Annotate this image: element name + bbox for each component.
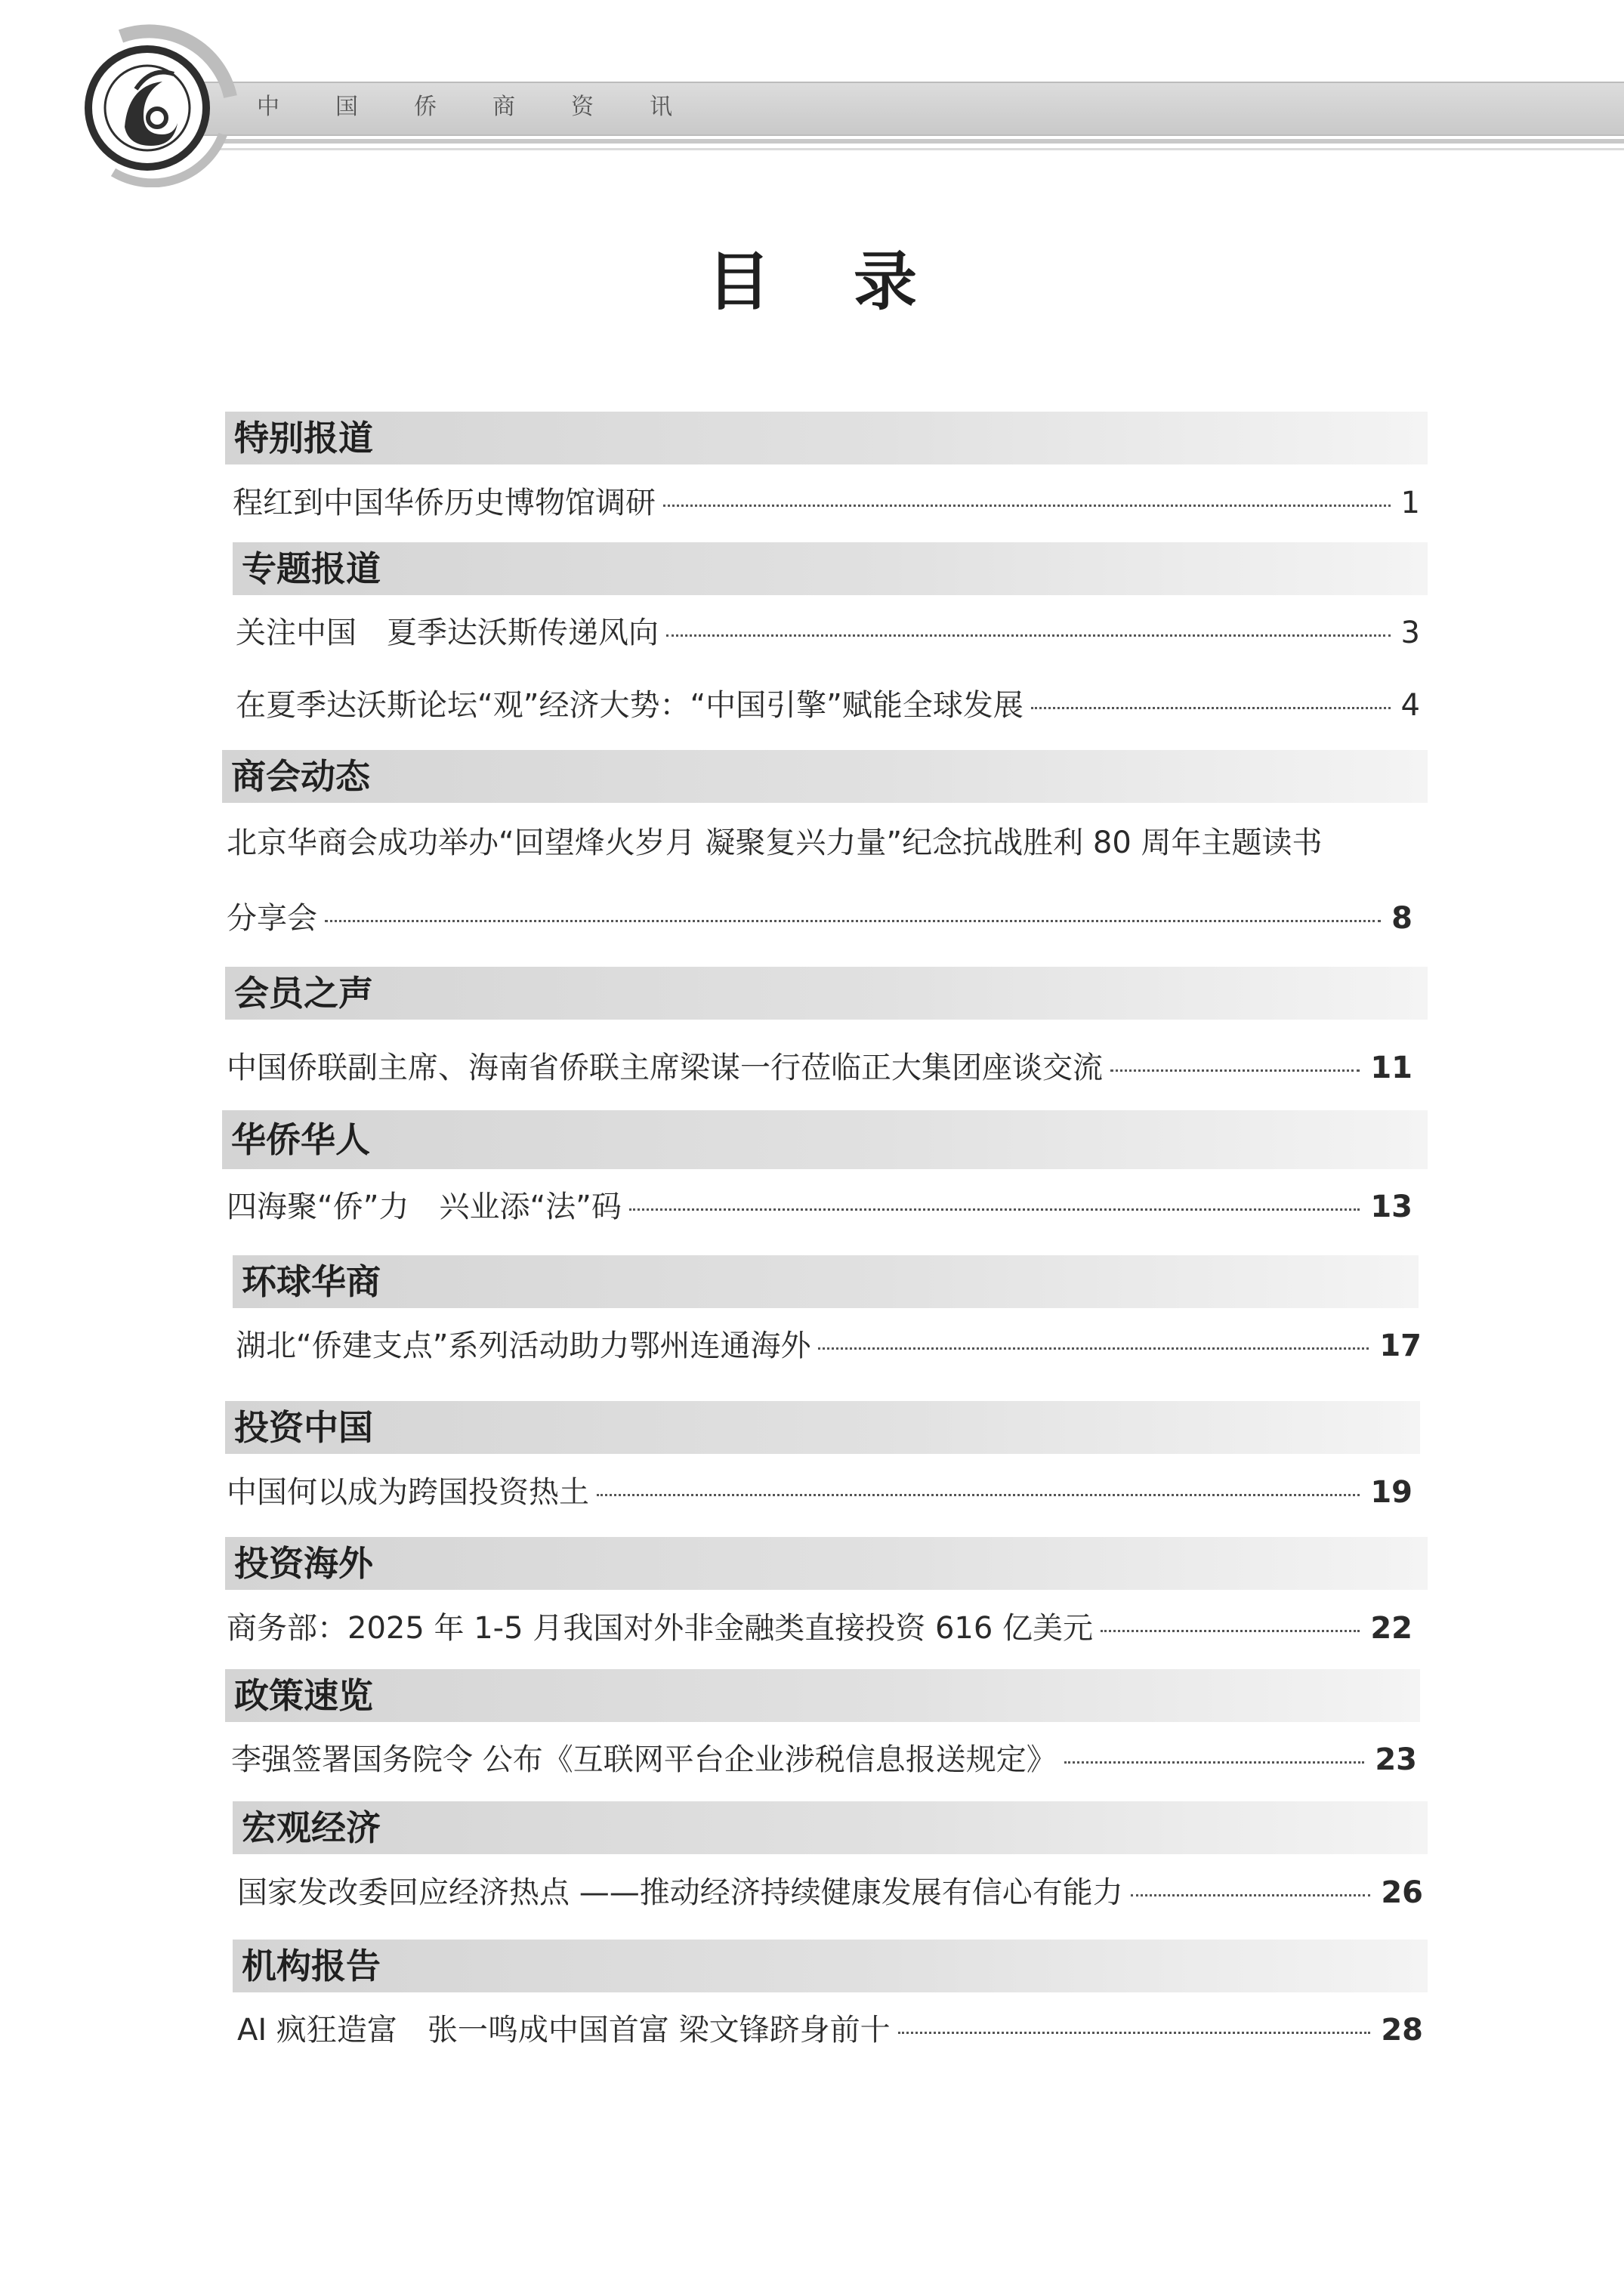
toc-entry[interactable]: [237, 1872, 1423, 1914]
entry-page: 11: [1370, 1051, 1413, 1085]
section-title: 投资中国: [234, 1407, 373, 1448]
section-chamber-news: [222, 750, 1428, 803]
entry-page: 8: [1391, 901, 1413, 936]
dot-leader: [818, 1347, 1369, 1350]
section-title: 特别报道: [234, 418, 373, 458]
entry-title: 关注中国 夏季达沃斯传递风向: [236, 616, 659, 650]
entry-title: 四海聚“侨”力 兴业添“法”码: [227, 1190, 622, 1224]
entry-title-line1: 北京华商会成功举办“回望烽火岁月 凝聚复兴力量”纪念抗战胜利 80 周年主题读书: [227, 826, 1323, 860]
entry-page: 28: [1381, 2013, 1423, 2048]
section-member-voices: [225, 967, 1428, 1020]
entry-page: 22: [1370, 1611, 1413, 1646]
dot-leader: [1031, 707, 1391, 709]
dot-leader: [1064, 1761, 1365, 1764]
section-macro-economy: [233, 1801, 1428, 1854]
entry-page: 4: [1400, 688, 1420, 723]
toc-entry[interactable]: [227, 897, 1413, 940]
section-title: 华侨华人: [231, 1119, 370, 1160]
section-title: 机构报告: [242, 1946, 381, 1986]
entry-title: 中国侨联副主席、海南省侨联主席梁谋一行莅临正大集团座谈交流: [227, 1051, 1103, 1085]
entry-page: 26: [1381, 1875, 1423, 1910]
section-invest-in-china: [225, 1401, 1420, 1454]
entry-title: 湖北“侨建支点”系列活动助力鄂州连通海外: [236, 1329, 811, 1363]
section-invest-overseas: [225, 1537, 1428, 1590]
toc-entry[interactable]: [236, 684, 1420, 727]
toc-entry[interactable]: [227, 1471, 1413, 1514]
section-title: 投资海外: [234, 1543, 373, 1584]
entry-title: 商务部：2025 年 1-5 月我国对外非金融类直接投资 616 亿美元: [227, 1611, 1094, 1646]
section-title: 环球华商: [242, 1261, 381, 1302]
toc-entry[interactable]: [236, 612, 1420, 654]
section-special-report: [225, 412, 1428, 464]
entry-title: 在夏季达沃斯论坛“观”经济大势：“中国引擎”赋能全球发展: [236, 688, 1023, 723]
toc-title: 目录: [706, 245, 1000, 319]
section-global-chinese-business: [233, 1255, 1419, 1308]
dot-leader: [666, 634, 1391, 637]
toc-entry[interactable]: [237, 2009, 1423, 2051]
section-title: 商会动态: [231, 756, 370, 797]
entry-title: 国家发改委回应经济热点 ——推动经济持续健康发展有信心有能力: [237, 1875, 1123, 1910]
dot-leader: [898, 2032, 1371, 2034]
entry-title: AI 疯狂造富 张一鸣成中国首富 梁文锋跻身前十: [237, 2013, 891, 2048]
entry-page: 13: [1370, 1190, 1413, 1224]
dot-leader: [1110, 1069, 1360, 1072]
entry-page: 17: [1379, 1329, 1422, 1363]
toc-entry[interactable]: [233, 482, 1420, 524]
section-overseas-chinese: [222, 1110, 1428, 1169]
dot-leader: [597, 1494, 1360, 1496]
dot-leader: [325, 920, 1381, 922]
dot-leader: [663, 505, 1391, 507]
section-title: 宏观经济: [242, 1807, 381, 1848]
dot-leader: [1101, 1630, 1360, 1632]
entry-page: 1: [1400, 486, 1420, 520]
entry-page: 3: [1400, 616, 1420, 650]
toc-entry[interactable]: [236, 1325, 1422, 1367]
entry-page: 19: [1370, 1475, 1413, 1510]
section-feature-report: [233, 542, 1428, 595]
toc-entry[interactable]: [227, 1186, 1413, 1228]
section-institutional-reports: [233, 1940, 1428, 1992]
entry-title: 李强签署国务院令 公布《互联网平台企业涉税信息报送规定》: [231, 1742, 1057, 1777]
toc-entry[interactable]: [231, 1739, 1417, 1781]
toc-entry[interactable]: [227, 1607, 1413, 1650]
masthead-title: 中国侨商资讯: [257, 94, 728, 120]
section-title: 会员之声: [234, 973, 373, 1014]
toc-entry[interactable]: [227, 1047, 1413, 1089]
section-policy-overview: [225, 1669, 1420, 1722]
entry-page: 23: [1375, 1742, 1417, 1777]
entry-title: 程红到中国华侨历史博物馆调研: [233, 486, 656, 520]
entry-title: 中国何以成为跨国投资热土: [227, 1475, 589, 1510]
dot-leader: [629, 1208, 1360, 1211]
dot-leader: [1131, 1894, 1371, 1896]
section-title: 政策速览: [234, 1675, 373, 1716]
entry-title: 分享会: [227, 901, 317, 936]
section-title: 专题报道: [242, 548, 381, 589]
